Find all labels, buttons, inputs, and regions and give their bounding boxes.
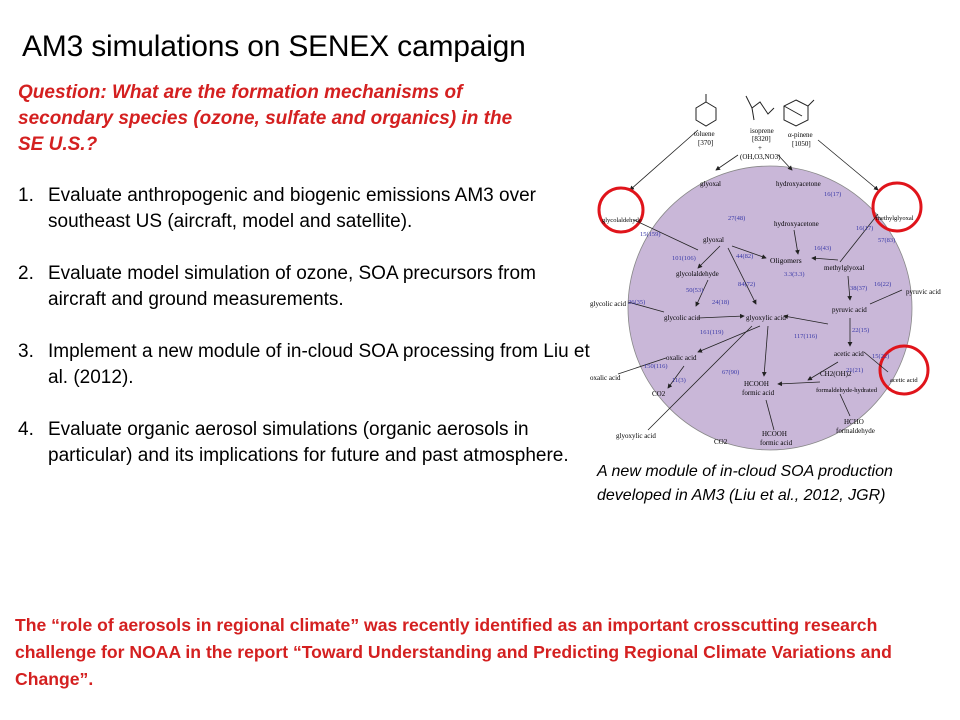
glyoxal-top-label: glyoxal bbox=[700, 180, 721, 188]
item-text: Evaluate model simulation of ozone, SOA precursors from aircraft and ground measurements. bbox=[48, 263, 536, 310]
plus-sign: + bbox=[758, 144, 762, 152]
flux-label: 15(22) bbox=[872, 353, 890, 360]
apinene-label: α-pinene bbox=[788, 131, 813, 139]
hcooh-out-label: HCOOH bbox=[762, 430, 787, 438]
acetic-in-label: acetic acid bbox=[834, 350, 864, 358]
flux-label: 101(106) bbox=[672, 255, 696, 262]
pyruvic-out-label: pyruvic acid bbox=[906, 288, 941, 296]
flux-label: 84(72) bbox=[738, 281, 756, 288]
flux-label: 11(3) bbox=[672, 377, 686, 384]
oligomers-label: Oligomers bbox=[770, 256, 802, 265]
flux-label: 16(22) bbox=[874, 281, 892, 288]
co2-b-label: CO2 bbox=[714, 438, 728, 446]
item-number: 4. bbox=[18, 419, 34, 440]
methylglyoxal-out-label: methylglyoxal bbox=[876, 215, 914, 222]
list-item bbox=[18, 417, 596, 469]
flux-label: 24(18) bbox=[712, 299, 730, 306]
flux-label: 16(43) bbox=[814, 245, 832, 252]
flux-label: 57(83) bbox=[878, 237, 896, 244]
oxalic-out-label: oxalic acid bbox=[590, 374, 621, 382]
glycolaldehyde-highlight bbox=[599, 188, 643, 232]
flux-label: 16(17) bbox=[856, 225, 874, 232]
research-question: Question: What are the formation mechanisms of secondary species (ozone, sulfate and organics) in the SE U.S.? bbox=[18, 82, 513, 155]
glycolaldehyde-out-label: glycolaldehyde bbox=[602, 217, 642, 224]
item-text: Implement a new module of in-cloud SOA processing from Liu et al. (2012). bbox=[48, 341, 590, 388]
item-number: 2. bbox=[18, 263, 34, 284]
item-text: Evaluate anthropogenic and biogenic emissions AM3 over southeast US (aircraft, model and satellite). bbox=[48, 185, 536, 232]
item-text: Evaluate organic aerosol simulations (organic aerosols in particular) and its implications for future and past atmosphere. bbox=[48, 419, 569, 466]
flux-label: 38(37) bbox=[850, 285, 868, 292]
isoprene-label: isoprene bbox=[750, 127, 774, 135]
flux-label: 117(116) bbox=[794, 333, 818, 340]
oxalic-in-label: oxalic acid bbox=[666, 354, 697, 362]
soa-mechanism-diagram bbox=[588, 90, 953, 455]
formic-in-label: formic acid bbox=[742, 389, 775, 397]
objectives-list bbox=[18, 183, 596, 495]
hydroxyacetone-in-label: hydroxyacetone bbox=[774, 220, 819, 228]
glycolic-in-label: glycolic acid bbox=[664, 314, 700, 322]
figure-caption: A new module of in-cloud SOA production developed in AM3 (Liu et al., 2012, JGR) bbox=[597, 463, 893, 504]
formaldehyde-hydrated-label: formaldehyde-hydrated bbox=[816, 387, 878, 394]
ch2oh2-label: CH2(OH)2 bbox=[820, 370, 852, 378]
toluene-label: toluene bbox=[694, 130, 715, 138]
glycolic-out-label: glycolic acid bbox=[590, 300, 626, 308]
flux-label: 50(53) bbox=[686, 287, 704, 294]
item-number: 1. bbox=[18, 185, 34, 206]
isoprene-amount: [8320] bbox=[752, 135, 771, 143]
flux-label: 26(35) bbox=[628, 299, 646, 306]
acetic-out-label: acetic acid bbox=[890, 377, 918, 384]
flux-label: 150(116) bbox=[644, 363, 668, 370]
oxidants-label: (OH,O3,NO3) bbox=[740, 153, 781, 161]
hcho-out-label: HCHO bbox=[844, 418, 864, 426]
methylglyoxal-in-label: methylglyoxal bbox=[824, 264, 865, 272]
flux-label: 16(17) bbox=[824, 191, 842, 198]
formaldehyde-out-label: formaldehyde bbox=[836, 427, 875, 435]
isoprene-structure bbox=[746, 96, 774, 120]
hydroxyacetone-top-label: hydroxyacetone bbox=[776, 180, 821, 188]
formic-out-label: formic acid bbox=[760, 439, 793, 447]
slide-title: AM3 simulations on SENEX campaign bbox=[22, 30, 526, 63]
glyoxylic-out-label: glyoxylic acid bbox=[616, 432, 656, 440]
hcooh-in-label: HCOOH bbox=[744, 380, 769, 388]
footer-statement: The “role of aerosols in regional climate” was recently identified as an important crosscutting research challenge for NOAA in the report “Toward Understanding and Predicting Regional Climate Variations and Change”. bbox=[15, 615, 892, 689]
co2-a-label: CO2 bbox=[652, 390, 666, 398]
glyoxal-in-label: glyoxal bbox=[703, 236, 724, 244]
flux-label: 3.3(3.3) bbox=[784, 271, 805, 278]
list-item bbox=[18, 261, 596, 313]
apinene-amount: [1050] bbox=[792, 140, 811, 148]
list-item bbox=[18, 183, 596, 235]
alpha-pinene-structure bbox=[784, 100, 814, 126]
toluene-structure bbox=[696, 94, 716, 126]
pyruvic-in-label: pyruvic acid bbox=[832, 306, 867, 314]
item-number: 3. bbox=[18, 341, 34, 362]
glyoxylic-in-label: glyoxylic acid bbox=[746, 314, 786, 322]
flux-label: 22(15) bbox=[852, 327, 870, 334]
flux-label: 27(48) bbox=[728, 215, 746, 222]
flux-label: 161(119) bbox=[700, 329, 724, 336]
toluene-amount: [370] bbox=[698, 139, 714, 147]
methylglyoxal-highlight bbox=[873, 183, 921, 231]
list-item bbox=[18, 339, 596, 391]
flux-label: 44(82) bbox=[736, 253, 754, 260]
flux-label: 67(90) bbox=[722, 369, 740, 376]
flux-label: 15(159) bbox=[640, 231, 661, 238]
flux-label: 21(21) bbox=[846, 367, 864, 374]
glycolaldehyde-in-label: glycolaldehyde bbox=[676, 270, 719, 278]
